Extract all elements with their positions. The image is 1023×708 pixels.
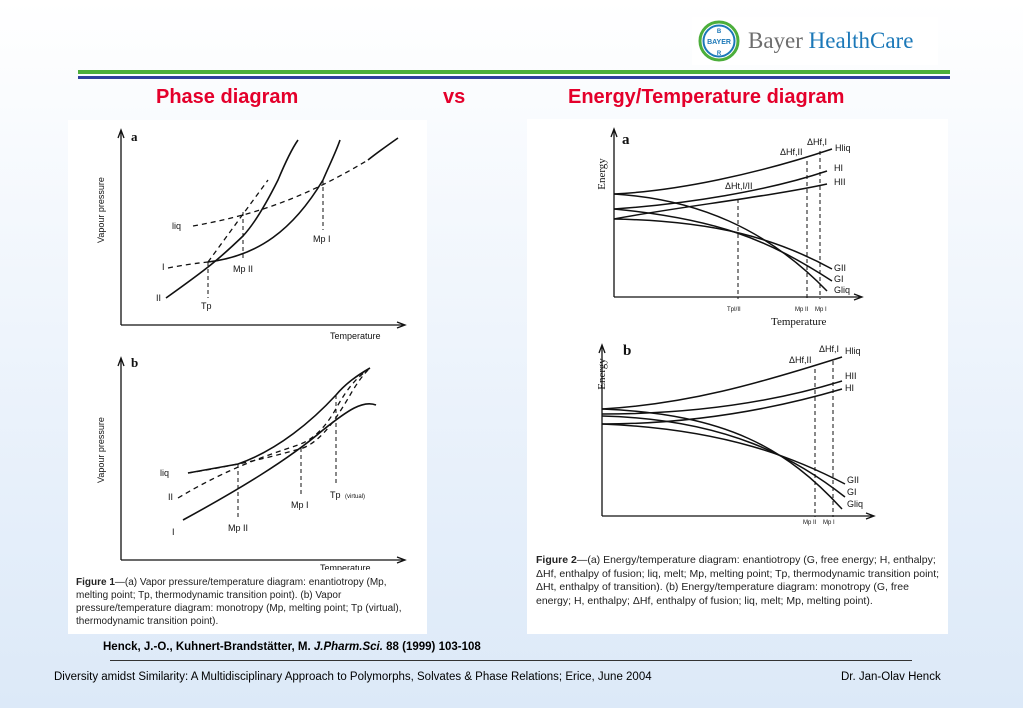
figure1-panel [68, 120, 427, 634]
fig2a-curve-gliq [614, 194, 827, 291]
svg-text:R: R [716, 51, 722, 57]
header-rule-green [78, 70, 950, 74]
fig1b-curve-liq [188, 370, 368, 473]
fig2a-label-h1: HI [834, 163, 843, 173]
fig2a-label-mp2: Mp II [795, 307, 809, 313]
fig2b-label-g1: GI [847, 487, 857, 497]
bayer-cross-icon [698, 20, 740, 62]
header-rule-blue [78, 76, 950, 79]
fig1a-label-I: I [162, 262, 165, 272]
fig2b-curve-h2 [602, 381, 842, 414]
fig2b-label-gliq: Gliq [847, 499, 864, 509]
fig1b-label-II: II [168, 492, 174, 502]
fig1b-xlabel: Temperature [320, 563, 371, 570]
fig1b-label-liq: liq [160, 468, 170, 478]
fig1a-label-liq: liq [172, 221, 182, 231]
fig2b-label-dhf1: ΔHf,I [819, 344, 840, 354]
footer-conference: Diversity amidst Similarity: A Multidisciplinary Approach to Polymorphs, Solvates & Phase Relations; Erice, June 2004 [54, 671, 652, 683]
fig2a-label-g2: GII [834, 263, 847, 273]
fig1a-label-mp1: Mp I [313, 234, 331, 244]
title-phase-diagram: Phase diagram [156, 86, 299, 108]
fig1a-xlabel: Temperature [330, 331, 381, 341]
fig2b-label-h2: HII [845, 371, 857, 381]
fig1a-label-tp: Tp [201, 301, 212, 311]
fig2a-curve-h2 [614, 184, 827, 219]
footer-rule [110, 660, 912, 661]
fig1b-label-tp: Tp [330, 490, 341, 500]
fig2b-curve-gliq [602, 409, 842, 509]
fig1b-label-tp-virtual: (virtual) [345, 494, 366, 500]
fig1b-letter: b [131, 355, 139, 370]
fig2b-ylabel: Energy [596, 358, 608, 390]
figure2-panel [527, 119, 948, 634]
fig2b-label-hliq: Hliq [845, 346, 861, 356]
fig2b-label-mp2: Mp II [803, 520, 817, 526]
bayer-logo [692, 17, 938, 65]
brand-name: Bayer HealthCare [748, 28, 914, 53]
fig2a-label-mp1: Mp I [815, 307, 827, 313]
fig2b-label-h1: HI [845, 383, 854, 393]
fig1b-curve-I [183, 404, 376, 520]
fig2b-label-mp1: Mp I [823, 520, 835, 526]
figure2-caption: Figure 2—(a) Energy/temperature diagram: enantiotropy (G, free energy; H, enthalpy; ΔHf, enthalpy of fusion; liq, melt; Mp, melting point; Tp, thermodynamic transition point; ΔHt, enthalpy of transition). (b) Energy/temperature diagram: monotropy (G, free energy; H, enthalpy; ΔHf, enthalpy of fusion; liq, melt; Mp, melting point). [536, 554, 940, 607]
fig2a-label-h2: HII [834, 177, 846, 187]
fig1a-curve-I-dashed [168, 262, 208, 268]
fig2a-letter: a [622, 132, 630, 148]
fig2a-label-gliq: Gliq [834, 285, 851, 295]
fig1a-curve-II [166, 140, 298, 298]
fig2a-xlabel: Temperature [771, 316, 827, 328]
figure1-plots [68, 120, 427, 570]
fig2a-label-hliq: Hliq [835, 143, 851, 153]
fig1b-label-mp1: Mp I [291, 500, 309, 510]
svg-text:B: B [716, 29, 722, 35]
svg-text:BAYER: BAYER [707, 39, 731, 46]
fig1a-curve-liq [193, 160, 368, 226]
fig2a-label-tp: TpI/II [727, 307, 741, 313]
title-energy-diagram: Energy/Temperature diagram [568, 86, 845, 108]
fig1b-label-mp2: Mp II [228, 523, 249, 533]
fig2a-label-g1: GI [834, 274, 844, 284]
fig1b-curve-II [178, 370, 368, 498]
fig2a-label-dhf2: ΔHf,II [780, 147, 803, 157]
fig2b-label-dhf2: ΔHf,II [789, 355, 812, 365]
fig1b-label-I: I [172, 527, 175, 537]
figure2-plots [527, 119, 948, 544]
fig1b-ylabel: Vapour pressure [96, 417, 106, 483]
fig1a-ylabel: Vapour pressure [96, 177, 106, 243]
fig2b-label-g2: GII [847, 475, 860, 485]
fig1a-letter: a [131, 129, 138, 144]
fig2a-label-dhf1: ΔHf,I [807, 137, 828, 147]
fig2a-label-dht: ΔHt,I/II [725, 181, 753, 191]
footer-author: Dr. Jan-Olav Henck [841, 671, 941, 683]
title-vs: vs [443, 86, 466, 108]
fig2b-letter: b [623, 343, 632, 359]
reference-citation: Henck, J.-O., Kuhnert-Brandstätter, M. J.Pharm.Sci. 88 (1999) 103-108 [103, 641, 481, 653]
fig1a-label-II: II [156, 293, 162, 303]
figure1-caption: Figure 1—(a) Vapor pressure/temperature diagram: enantiotropy (Mp, melting point; Tp, thermodynamic transition point). (b) Vapor pressure/temperature diagram: monotropy (Mp, melting point; Tp (virtual), thermodynamic transition point). [76, 577, 402, 627]
fig2a-ylabel: Energy [596, 158, 608, 190]
fig1a-label-mp2: Mp II [233, 264, 254, 274]
